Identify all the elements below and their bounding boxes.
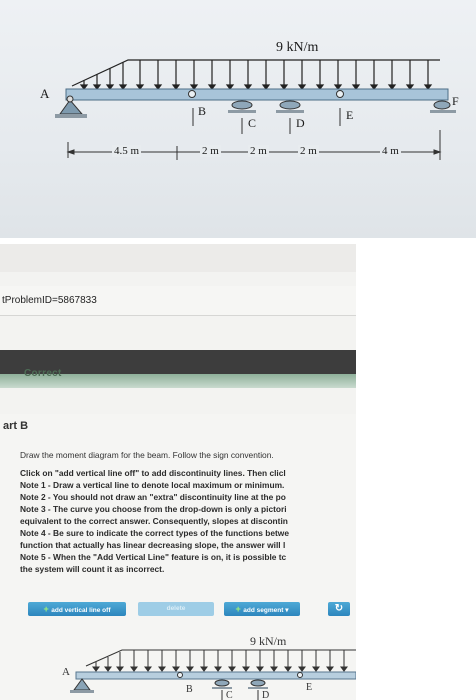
widget-beam-diagram: [0, 618, 356, 700]
address-bar[interactable]: [0, 286, 356, 316]
delete-label: delete: [166, 605, 186, 612]
plus-icon: +: [43, 604, 52, 614]
diagram-toolbar: [28, 602, 354, 616]
point-a-label: A: [40, 86, 50, 101]
dim-2m-de: 2 m: [300, 145, 317, 157]
note-line: the system will count it as incorrect.: [20, 564, 165, 574]
widget-point-a-label: A: [62, 666, 70, 678]
textbook-beam-figure: [0, 0, 476, 238]
delete-button[interactable]: [138, 602, 214, 616]
widget-point-d-label: D: [262, 690, 270, 700]
load-intensity-label: 9 kN/m: [276, 40, 319, 55]
note-line: equivalent to the correct answer. Consequently, slopes at discontin: [20, 516, 288, 526]
roller-support-c: [228, 101, 256, 113]
point-e-label: E: [346, 108, 354, 122]
roller-support-d: [276, 101, 304, 113]
point-b-label: B: [198, 104, 207, 118]
add-vertical-line-button[interactable]: [28, 602, 126, 616]
plus-icon: +: [235, 604, 244, 614]
note-line: Note 1 - Draw a vertical line to denote local maximum or minimum.: [20, 480, 285, 490]
instruction-text: Draw the moment diagram for the beam. Follow the sign convention.: [20, 450, 274, 460]
drawing-canvas[interactable]: [0, 618, 356, 700]
dim-2m-bc: 2 m: [202, 145, 219, 157]
note-line: function that actually has linear decreasing slope, the answer will l: [20, 540, 286, 550]
url-text: tProblemID=5867833: [2, 295, 97, 306]
dim-4-5m: 4.5 m: [114, 145, 140, 157]
note-line: Note 5 - When the "Add Vertical Line" feature is on, it is possible tc: [20, 552, 287, 562]
point-f-label: F: [452, 94, 459, 108]
correct-label: Correct: [24, 368, 62, 379]
widget-point-e-label: E: [306, 682, 313, 693]
dim-4m: 4 m: [382, 145, 399, 157]
browser-screen-photo: [0, 244, 356, 700]
point-c-label: C: [248, 116, 257, 130]
refresh-icon[interactable]: ↻: [328, 602, 350, 616]
screen-bezel: [0, 244, 356, 272]
note-line: Note 3 - The curve you choose from the drop-down is only a pictori: [20, 504, 287, 514]
note-line: Note 4 - Be sure to indicate the correct types of the functions betwe: [20, 528, 289, 538]
blank-margin: [356, 244, 476, 700]
chevron-down-icon: ▾: [285, 607, 289, 614]
beam-diagram: [0, 0, 476, 238]
widget-point-b-label: B: [186, 684, 193, 695]
widget-point-c-label: C: [226, 690, 233, 700]
note-line: Click on "add vertical line off" to add discontinuity lines. Then clicl: [20, 468, 286, 478]
dim-2m-cd: 2 m: [250, 145, 267, 157]
distributed-load-arrows: [81, 60, 431, 89]
part-title: art B: [3, 420, 29, 432]
widget-load-label: 9 kN/m: [250, 634, 287, 648]
point-d-label: D: [296, 116, 305, 130]
add-segment-label: add segment: [243, 607, 284, 614]
add-segment-button[interactable]: [224, 602, 300, 616]
add-vertical-line-label: add vertical line off: [51, 607, 111, 614]
note-line: Note 2 - You should not draw an "extra" discontinuity line at the po: [20, 492, 286, 502]
